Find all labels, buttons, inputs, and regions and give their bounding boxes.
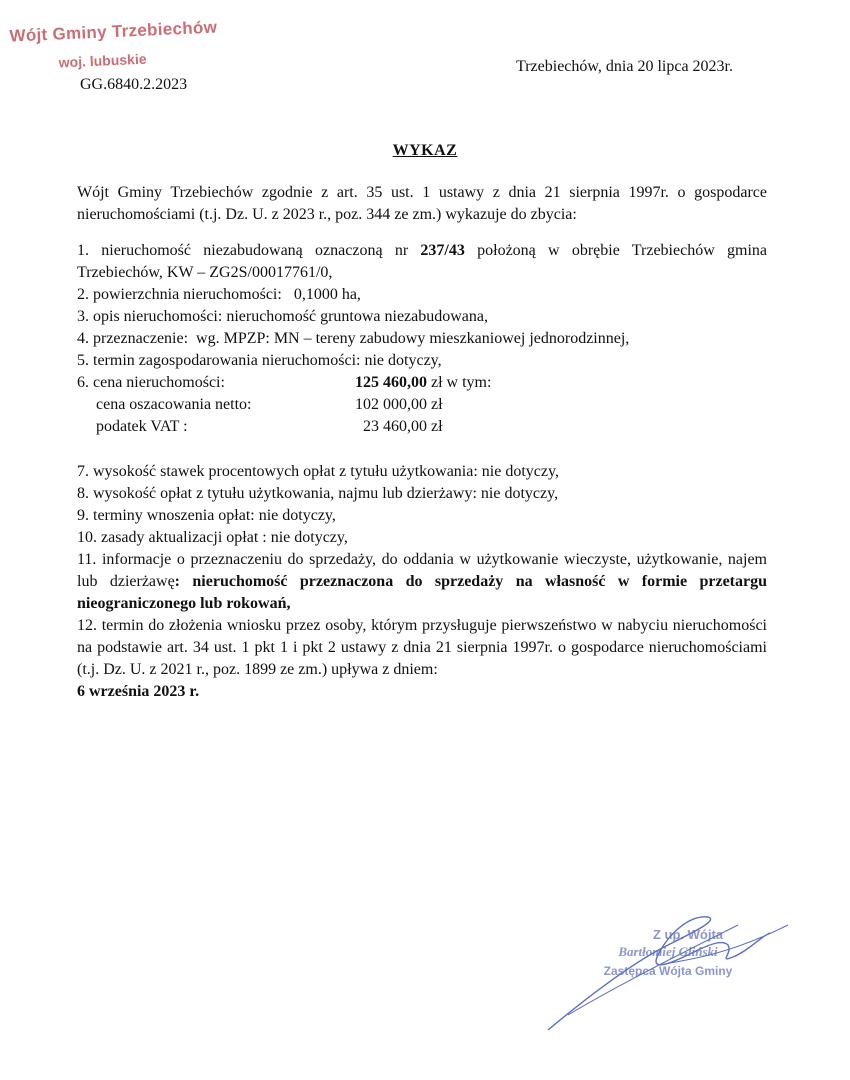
list-item-12: [77, 615, 767, 703]
signature-block: [538, 905, 798, 1045]
price-net-amount: 102 000,00: [355, 396, 427, 413]
item-text: 12. termin do złożenia wniosku przez osoby, którym przysługuje pierwszeństwo w nabyciu nieruchomości na podstawie art. 34 ust. 1 pkt 1 i pkt 2 ustawy z dnia 21 sierpnia 1997r. o gospodarce nieruchomościami (t.j. Dz. U. z 2021 r., poz. 1899 ze zm.) upływa z dniem:: [77, 617, 767, 678]
list-item-2: 2. powierzchnia nieruchomości: 0,1000 ha,: [77, 286, 361, 303]
signature-line-3: Zastępca Wójta Gminy: [603, 964, 733, 978]
stamp-line-1: Wójt Gminy Trzebiechów: [9, 17, 218, 46]
price-net-unit: zł: [427, 396, 443, 413]
list-item-4: 4. przeznaczenie: wg. MPZP: MN – tereny zabudowy mieszkaniowej jednorodzinnej,: [77, 330, 630, 347]
price-total-amount: 125 460,00: [355, 374, 427, 391]
list-item-11: [77, 549, 767, 615]
list-item-5: 5. termin zagospodarowania nieruchomości: nie dotyczy,: [77, 352, 442, 369]
stamp-line-2: woj. lubuskie: [58, 50, 147, 71]
list-item-8: 8. wysokość opłat z tytułu użytkowania, najmu lub dzierżawy: nie dotyczy,: [77, 485, 559, 502]
signature-line-2: Bartłomiej Gliński: [618, 944, 718, 959]
parcel-number: 237/43: [420, 242, 465, 259]
price-vat-amount: 23 460,00: [363, 418, 427, 435]
handwritten-signature: [538, 905, 798, 1045]
office-stamp: [9, 17, 221, 72]
list-item-1: [77, 240, 767, 284]
item-bold-text: : nieruchomość przeznaczona do sprzedaży na własność w formie przetargu nieograniczonego lub rokowań,: [77, 573, 767, 612]
place-date: Trzebiechów, dnia 20 lipca 2023r.: [516, 58, 733, 75]
document-body: [77, 182, 767, 703]
item-text: .: [195, 683, 200, 700]
price-label-net: cena oszacowania netto:: [96, 396, 252, 413]
list-item-9: 9. terminy wnoszenia opłat: nie dotyczy,: [77, 507, 336, 524]
price-label-vat: podatek VAT :: [96, 418, 188, 435]
price-value-total: [327, 372, 527, 394]
list-item-10: 10. zasady aktualizacji opłat : nie dotyczy,: [77, 529, 348, 546]
price-vat-unit: zł: [427, 418, 443, 435]
item-text: 11. informacje o przeznaczeniu do sprzedaży, do oddania w użytkowanie wieczyste, użytkowanie, najem lub dzierżawę: [77, 551, 767, 590]
page-title: WYKAZ: [392, 142, 458, 159]
price-total-unit: zł w tym:: [427, 374, 492, 391]
intro-paragraph: Wójt Gminy Trzebiechów zgodnie z art. 35 ust. 1 ustawy z dnia 21 sierpnia 1997r. o gospodarce nieruchomościami (t.j. Dz. U. z 2023 r., poz. 344 ze zm.) wykazuje do zbycia:: [77, 184, 767, 223]
price-table: [77, 372, 767, 438]
price-value-vat: [327, 416, 527, 438]
signature-line-1: Z up. Wójta: [652, 927, 724, 942]
reference-number: GG.6840.2.2023: [80, 76, 188, 93]
price-value-net: [327, 394, 527, 416]
list-item-7: 7. wysokość stawek procentowych opłat z tytułu użytkowania: nie dotyczy,: [77, 463, 559, 480]
price-label-total: 6. cena nieruchomości:: [77, 374, 225, 391]
item-text: położoną w obrębie Trzebiechów gmina Trzebiechów, KW – ZG2S/00017761/0,: [77, 242, 767, 281]
item-text: 1. nieruchomość niezabudowaną oznaczoną nr: [77, 242, 421, 259]
deadline-date: 6 września 2023 r: [77, 683, 196, 700]
list-item-3: 3. opis nieruchomości: nieruchomość gruntowa niezabudowana,: [77, 308, 488, 325]
